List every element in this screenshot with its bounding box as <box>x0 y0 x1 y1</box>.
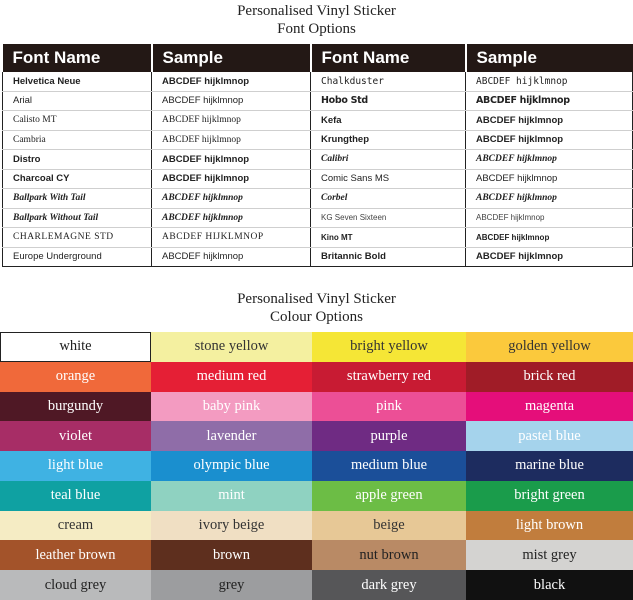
font-sample: ABCDEF hijklmnop <box>466 150 633 170</box>
font-name: Distro <box>3 150 152 170</box>
font-sample: ABCDEF hijklmnop <box>152 189 311 209</box>
font-name: Calibri <box>311 150 466 170</box>
colour-swatch-magenta: magenta <box>466 392 633 422</box>
font-name: Calisto MT <box>3 111 152 131</box>
font-name: Britannic Bold <box>311 247 466 267</box>
font-sample: ABCDEF hijklmnop <box>152 247 311 267</box>
font-sample: ABCDEF hijklmnop <box>152 91 311 111</box>
colour-swatch-light-brown: light brown <box>466 511 633 541</box>
colour-swatch-mint: mint <box>151 481 312 511</box>
font-sample: ABCDEF hijklmnop <box>466 72 633 91</box>
font-title-line1: Personalised Vinyl Sticker <box>237 3 396 19</box>
font-sample: ABCDEF hijklmnop <box>152 111 311 131</box>
table-row <box>3 130 633 150</box>
colour-swatch-golden-yellow: golden yellow <box>466 332 633 362</box>
font-sample: ABCDEF hijklmnop <box>466 208 633 228</box>
font-name: Arial <box>3 91 152 111</box>
colour-swatch-light-blue: light blue <box>0 451 151 481</box>
font-sample: ABCDEF hijklmnop <box>466 111 633 131</box>
colour-swatch-apple-green: apple green <box>312 481 466 511</box>
colour-swatch-lavender: lavender <box>151 421 312 451</box>
font-sample: ABCDEF hijklmnop <box>466 228 633 248</box>
font-name: Helvetica Neue <box>3 72 152 91</box>
font-name: Cambria <box>3 130 152 150</box>
colour-swatch-grey: grey <box>151 570 312 600</box>
font-sample: ABCDEF hijklmnop <box>466 169 633 189</box>
colour-swatch-orange: orange <box>0 362 151 392</box>
font-sample: ABCDEF hijklmnop <box>466 189 633 209</box>
font-name: Europe Underground <box>3 247 152 267</box>
colour-swatch-marine-blue: marine blue <box>466 451 633 481</box>
colour-swatch-medium-blue: medium blue <box>312 451 466 481</box>
font-name: Charcoal CY <box>3 169 152 189</box>
colour-swatch-cloud-grey: cloud grey <box>0 570 151 600</box>
table-row <box>3 150 633 170</box>
table-row <box>3 208 633 228</box>
colour-swatch-bright-green: bright green <box>466 481 633 511</box>
table-row <box>3 189 633 209</box>
colour-options-title <box>0 290 633 326</box>
colour-swatch-purple: purple <box>312 421 466 451</box>
colour-swatch-white: white <box>0 332 151 362</box>
table-row <box>3 72 633 91</box>
colour-swatch-strawberry-red: strawberry red <box>312 362 466 392</box>
colour-title-line2: Colour Options <box>270 309 363 325</box>
colour-swatch-medium-red: medium red <box>151 362 312 392</box>
colour-swatch-pastel-blue: pastel blue <box>466 421 633 451</box>
font-sample: ABCDEF hijklmnop <box>152 208 311 228</box>
font-title-line2: Font Options <box>277 21 356 37</box>
font-table-header <box>3 44 633 72</box>
colour-swatch-violet: violet <box>0 421 151 451</box>
font-name: Hobo Std <box>311 91 466 111</box>
header-font-name: Font Name <box>3 44 152 72</box>
colour-swatch-nut-brown: nut brown <box>312 540 466 570</box>
colour-swatch-brown: brown <box>151 540 312 570</box>
header-font-name: Font Name <box>311 44 466 72</box>
font-name: Corbel <box>311 189 466 209</box>
colour-swatch-teal-blue: teal blue <box>0 481 151 511</box>
table-row <box>3 91 633 111</box>
font-name: Ballpark Without Tail <box>3 208 152 228</box>
font-sample: ABCDEF hijklmnop <box>466 247 633 267</box>
colour-swatch-leather-brown: leather brown <box>0 540 151 570</box>
colour-swatch-beige: beige <box>312 511 466 541</box>
colour-title-line1: Personalised Vinyl Sticker <box>237 291 396 307</box>
colour-swatch-burgundy: burgundy <box>0 392 151 422</box>
colour-swatch-mist-grey: mist grey <box>466 540 633 570</box>
colour-swatch-olympic-blue: olympic blue <box>151 451 312 481</box>
font-name: Kino MT <box>311 228 466 248</box>
font-sample: ABCDEF hijklmnop <box>466 91 633 111</box>
table-row <box>3 247 633 267</box>
header-sample: Sample <box>466 44 633 72</box>
font-sample: ABCDEF hijklmnop <box>152 150 311 170</box>
header-sample: Sample <box>152 44 311 72</box>
colour-swatch-bright-yellow: bright yellow <box>312 332 466 362</box>
font-name: KG Seven Sixteen <box>311 208 466 228</box>
table-row <box>3 169 633 189</box>
font-options-table <box>2 44 633 267</box>
font-options-title <box>0 2 633 38</box>
font-sample: ABCDEF hijklmnop <box>152 130 311 150</box>
font-name: Kefa <box>311 111 466 131</box>
colour-swatch-stone-yellow: stone yellow <box>151 332 312 362</box>
font-sample: ABCDEF HIJKLMNOP <box>152 228 311 248</box>
font-name: CHARLEMAGNE STD <box>3 228 152 248</box>
colour-swatch-ivory-beige: ivory beige <box>151 511 312 541</box>
colour-swatch-cream: cream <box>0 511 151 541</box>
font-name: Ballpark With Tail <box>3 189 152 209</box>
colour-swatch-grid <box>0 332 633 600</box>
colour-swatch-dark-grey: dark grey <box>312 570 466 600</box>
table-row <box>3 228 633 248</box>
font-sample: ABCDEF hijklmnop <box>152 169 311 189</box>
table-row <box>3 111 633 131</box>
colour-swatch-brick-red: brick red <box>466 362 633 392</box>
font-sample: ABCDEF hijklmnop <box>152 72 311 91</box>
font-name: Krungthep <box>311 130 466 150</box>
font-name: Chalkduster <box>311 72 466 91</box>
font-sample: ABCDEF hijklmnop <box>466 130 633 150</box>
colour-swatch-baby-pink: baby pink <box>151 392 312 422</box>
font-name: Comic Sans MS <box>311 169 466 189</box>
colour-swatch-pink: pink <box>312 392 466 422</box>
colour-swatch-black: black <box>466 570 633 600</box>
